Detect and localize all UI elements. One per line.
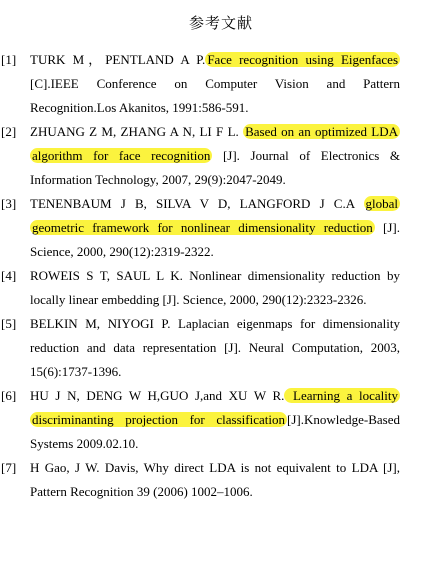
reference-list bbox=[0, 48, 442, 504]
reference-text bbox=[30, 48, 400, 120]
reference-item bbox=[0, 456, 442, 504]
reference-item bbox=[0, 264, 442, 312]
reference-item bbox=[0, 384, 442, 456]
reference-pre: ZHUANG Z M, ZHANG A N, LI F L. bbox=[30, 124, 244, 139]
reference-pre: HU J N, DENG W H,GUO J,and XU W R. bbox=[30, 388, 285, 403]
reference-text bbox=[30, 120, 400, 192]
reference-post: [J]. Journal of Electronics & Information Technology, 2007, 29(9):2047-2049. bbox=[30, 148, 400, 187]
highlighted-text: global geometric framework for nonlinear dimensionality reduction bbox=[32, 196, 398, 235]
reference-number: [6] bbox=[1, 388, 17, 403]
reference-post: [J].Knowledge-Based Systems 2009.02.10. bbox=[30, 412, 400, 451]
highlighted-text: Learning a locality discriminanting projection for classification bbox=[32, 388, 398, 427]
reference-text: ROWEIS S T, SAUL L K. Nonlinear dimensionality reduction by locally linear embedding [J]. Science, 2000, 290(12):2323-2326. bbox=[30, 268, 400, 307]
page-title: 参考文献 bbox=[188, 14, 253, 32]
reference-item bbox=[0, 48, 442, 120]
reference-number: [1] bbox=[1, 52, 17, 67]
reference-text: H Gao, J W. Davis, Why direct LDA is not equivalent to LDA [J], Pattern Recognition 39 (2006) 1002–1006. bbox=[30, 460, 400, 499]
reference-text: BELKIN M, NIYOGI P. Laplacian eigenmaps for dimensionality reduction and data representation [J]. Neural Computation, 2003, 15(6):1737-1396. bbox=[30, 316, 400, 379]
reference-post: [C].IEEE Conference on Computer Vision and Pattern Recognition.Los Akanitos, 1991:586-591. bbox=[30, 76, 400, 115]
reference-item bbox=[0, 312, 442, 384]
reference-text bbox=[30, 384, 400, 456]
highlighted-text: Based on an optimized LDA algorithm for face recognition bbox=[32, 124, 398, 163]
reference-text bbox=[30, 192, 400, 264]
reference-pre: TENENBAUM J B, SILVA V D, LANGFORD J C.A bbox=[30, 196, 364, 211]
reference-item bbox=[0, 120, 442, 192]
reference-number: [5] bbox=[1, 316, 17, 331]
reference-number: [7] bbox=[1, 460, 17, 475]
reference-number: [2] bbox=[1, 124, 17, 139]
highlighted-text: Face recognition using Eigenfaces bbox=[207, 52, 399, 67]
reference-number: [3] bbox=[1, 196, 17, 211]
reference-item bbox=[0, 192, 442, 264]
reference-post: [J]. Science, 2000, 290(12):2319-2322. bbox=[30, 220, 400, 259]
reference-number: [4] bbox=[1, 268, 17, 283]
reference-pre: TURK M，PENTLAND A P. bbox=[30, 52, 206, 67]
